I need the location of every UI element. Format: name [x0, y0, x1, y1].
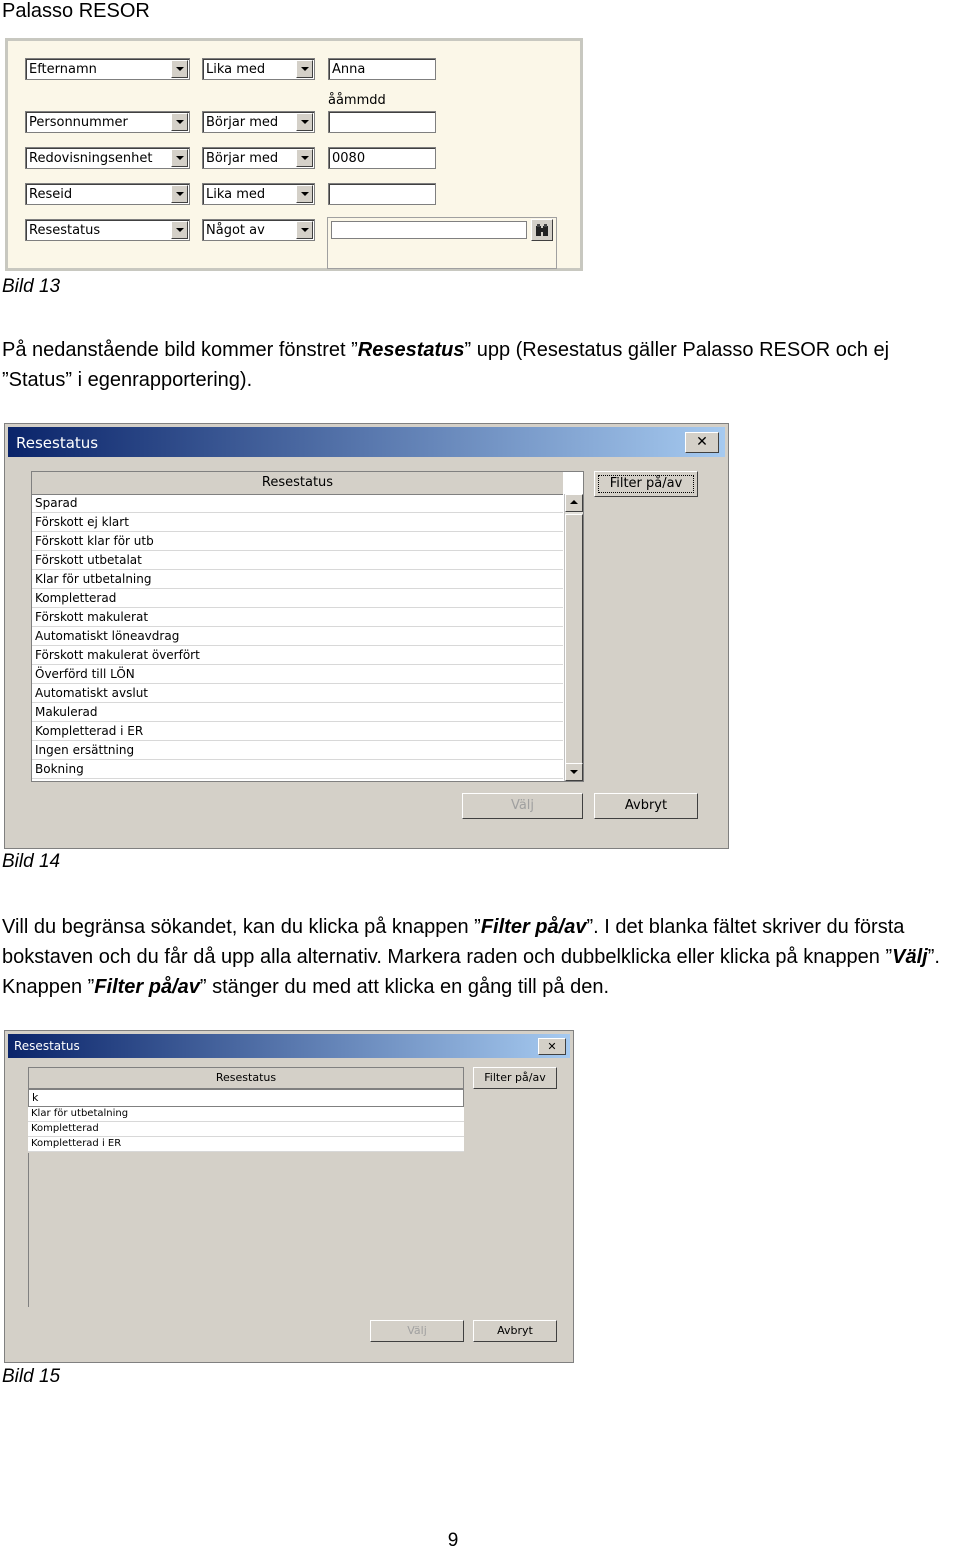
field-select-5-value: Resestatus: [29, 223, 101, 238]
dropdown-arrow-icon[interactable]: [296, 60, 313, 78]
search-form-screenshot: [5, 38, 583, 271]
list-item[interactable]: Kompletterad: [32, 589, 563, 608]
list-item[interactable]: Automatiskt löneavdrag: [32, 627, 563, 646]
operator-select-2-value: Börjar med: [206, 115, 279, 130]
choose-button[interactable]: Välj: [462, 793, 583, 819]
list-item[interactable]: Ingen ersättning: [32, 741, 563, 760]
field-select-4-value: Reseid: [29, 187, 73, 202]
page-number: 9: [447, 1530, 459, 1551]
list-column-header: Resestatus: [32, 472, 563, 495]
paragraph-1-text-2: ” upp (Resestatus gäller Palasso RESOR och ej ”Status” i egenrapportering).: [2, 339, 890, 391]
scroll-thumb[interactable]: [565, 514, 583, 764]
operator-select-5[interactable]: [202, 219, 315, 241]
operator-select-5-value: Något av: [206, 223, 265, 238]
dialog-titlebar: [8, 1034, 570, 1058]
field-select-1-value: Efternamn: [29, 62, 97, 77]
list-scrollbar[interactable]: [564, 494, 583, 781]
operator-select-1-value: Lika med: [206, 62, 266, 77]
list-item[interactable]: Klar för utbetalning: [28, 1107, 464, 1122]
list-item[interactable]: Förskott makulerat: [32, 608, 563, 627]
paragraph-2-text-3: ”. Knappen ”: [2, 946, 940, 998]
operator-select-1[interactable]: [202, 58, 315, 80]
list-left-edge: [28, 1153, 29, 1307]
paragraph-1-bold-1: Resestatus: [357, 339, 465, 361]
dropdown-arrow-icon[interactable]: [296, 185, 313, 203]
filter-toggle-button[interactable]: Filter på/av: [594, 471, 698, 497]
dialog-title: Resestatus: [14, 1039, 80, 1053]
dropdown-arrow-icon[interactable]: [171, 113, 188, 131]
status-listbox[interactable]: [31, 471, 584, 782]
dialog-titlebar: [8, 427, 725, 457]
status-value-panel: [327, 217, 557, 269]
list-item[interactable]: Förskott klar för utb: [32, 532, 563, 551]
caption-bild-15: Bild 15: [2, 1366, 61, 1387]
list-item[interactable]: Klar för utbetalning: [32, 570, 563, 589]
list-item[interactable]: Makulerad: [32, 703, 563, 722]
cancel-button[interactable]: Avbryt: [473, 1320, 557, 1342]
list-item[interactable]: Kompletterad i ER: [28, 1137, 464, 1152]
list-item[interactable]: Överförd till LÖN: [32, 665, 563, 684]
status-listbox[interactable]: [28, 1067, 464, 1307]
operator-select-3-value: Börjar med: [206, 151, 279, 166]
paragraph-2-text-1: Vill du begränsa sökandet, kan du klicka på knappen ”: [2, 916, 481, 938]
close-icon[interactable]: ✕: [538, 1038, 566, 1055]
binoculars-icon: [534, 222, 550, 238]
paragraph-2-bold-1: Filter på/av: [480, 916, 587, 938]
scroll-up-icon[interactable]: [565, 494, 583, 512]
field-select-4[interactable]: [25, 183, 190, 205]
paragraph-2-bold-3: Filter på/av: [94, 976, 200, 998]
paragraph-1: [2, 335, 960, 395]
value-input-3[interactable]: [328, 147, 436, 169]
paragraph-2-text-2: ”. I det blanka fältet skriver du första bokstaven och du får då upp alla alternativ. Markera raden och dubbelklicka eller klicka på knappen ”: [2, 916, 905, 968]
resestatus-dialog: [5, 424, 728, 848]
dropdown-arrow-icon[interactable]: [171, 185, 188, 203]
lookup-button[interactable]: [531, 219, 553, 241]
filter-input[interactable]: k: [28, 1089, 464, 1107]
date-format-hint: ååmmdd: [328, 93, 386, 108]
list-item[interactable]: Förskott makulerat överfört: [32, 646, 563, 665]
field-select-2[interactable]: [25, 111, 190, 133]
value-input-4[interactable]: [328, 183, 436, 205]
list-column-header: Resestatus: [28, 1067, 464, 1089]
field-select-5[interactable]: [25, 219, 190, 241]
dropdown-arrow-icon[interactable]: [296, 221, 313, 239]
choose-button[interactable]: Välj: [370, 1320, 464, 1342]
caption-bild-13: Bild 13: [2, 276, 61, 297]
dialog-title: Resestatus: [16, 434, 99, 452]
paragraph-1-text-1: På nedanstående bild kommer fönstret ”: [2, 339, 358, 361]
dropdown-arrow-icon[interactable]: [171, 149, 188, 167]
operator-select-3[interactable]: [202, 147, 315, 169]
value-input-1[interactable]: [328, 58, 436, 80]
field-select-1[interactable]: [25, 58, 190, 80]
value-input-3-text: 0080: [332, 151, 366, 166]
paragraph-2-bold-2: Välj: [892, 946, 928, 968]
resestatus-dialog-filtered: [5, 1031, 573, 1362]
list-item[interactable]: Kompletterad i ER: [32, 722, 563, 741]
field-select-3[interactable]: [25, 147, 190, 169]
dropdown-arrow-icon[interactable]: [171, 221, 188, 239]
operator-select-4[interactable]: [202, 183, 315, 205]
list-item[interactable]: Automatiskt avslut: [32, 684, 563, 703]
list-item[interactable]: Sparad: [32, 494, 563, 513]
paragraph-2-text-4: ” stänger du med att klicka en gång till på den.: [199, 976, 610, 998]
list-item[interactable]: Bokning: [32, 760, 563, 779]
list-item[interactable]: Förskott ej klart: [32, 513, 563, 532]
list-item[interactable]: Kompletterad: [28, 1122, 464, 1137]
caption-bild-14: Bild 14: [2, 851, 61, 872]
dropdown-arrow-icon[interactable]: [296, 113, 313, 131]
operator-select-2[interactable]: [202, 111, 315, 133]
close-icon[interactable]: ✕: [685, 432, 719, 453]
value-input-2[interactable]: [328, 111, 436, 133]
cancel-button[interactable]: Avbryt: [594, 793, 698, 819]
field-select-3-value: Redovisningsenhet: [29, 151, 153, 166]
status-value-input[interactable]: [331, 221, 527, 239]
dropdown-arrow-icon[interactable]: [171, 60, 188, 78]
paragraph-2: [2, 912, 960, 1002]
scroll-down-icon[interactable]: [565, 763, 583, 781]
dropdown-arrow-icon[interactable]: [296, 149, 313, 167]
operator-select-4-value: Lika med: [206, 187, 266, 202]
field-select-2-value: Personnummer: [29, 115, 128, 130]
document-heading: Palasso RESOR: [2, 0, 150, 22]
filter-toggle-button[interactable]: Filter på/av: [473, 1067, 557, 1089]
list-item[interactable]: Förskott utbetalat: [32, 551, 563, 570]
value-input-1-text: Anna: [332, 62, 366, 77]
